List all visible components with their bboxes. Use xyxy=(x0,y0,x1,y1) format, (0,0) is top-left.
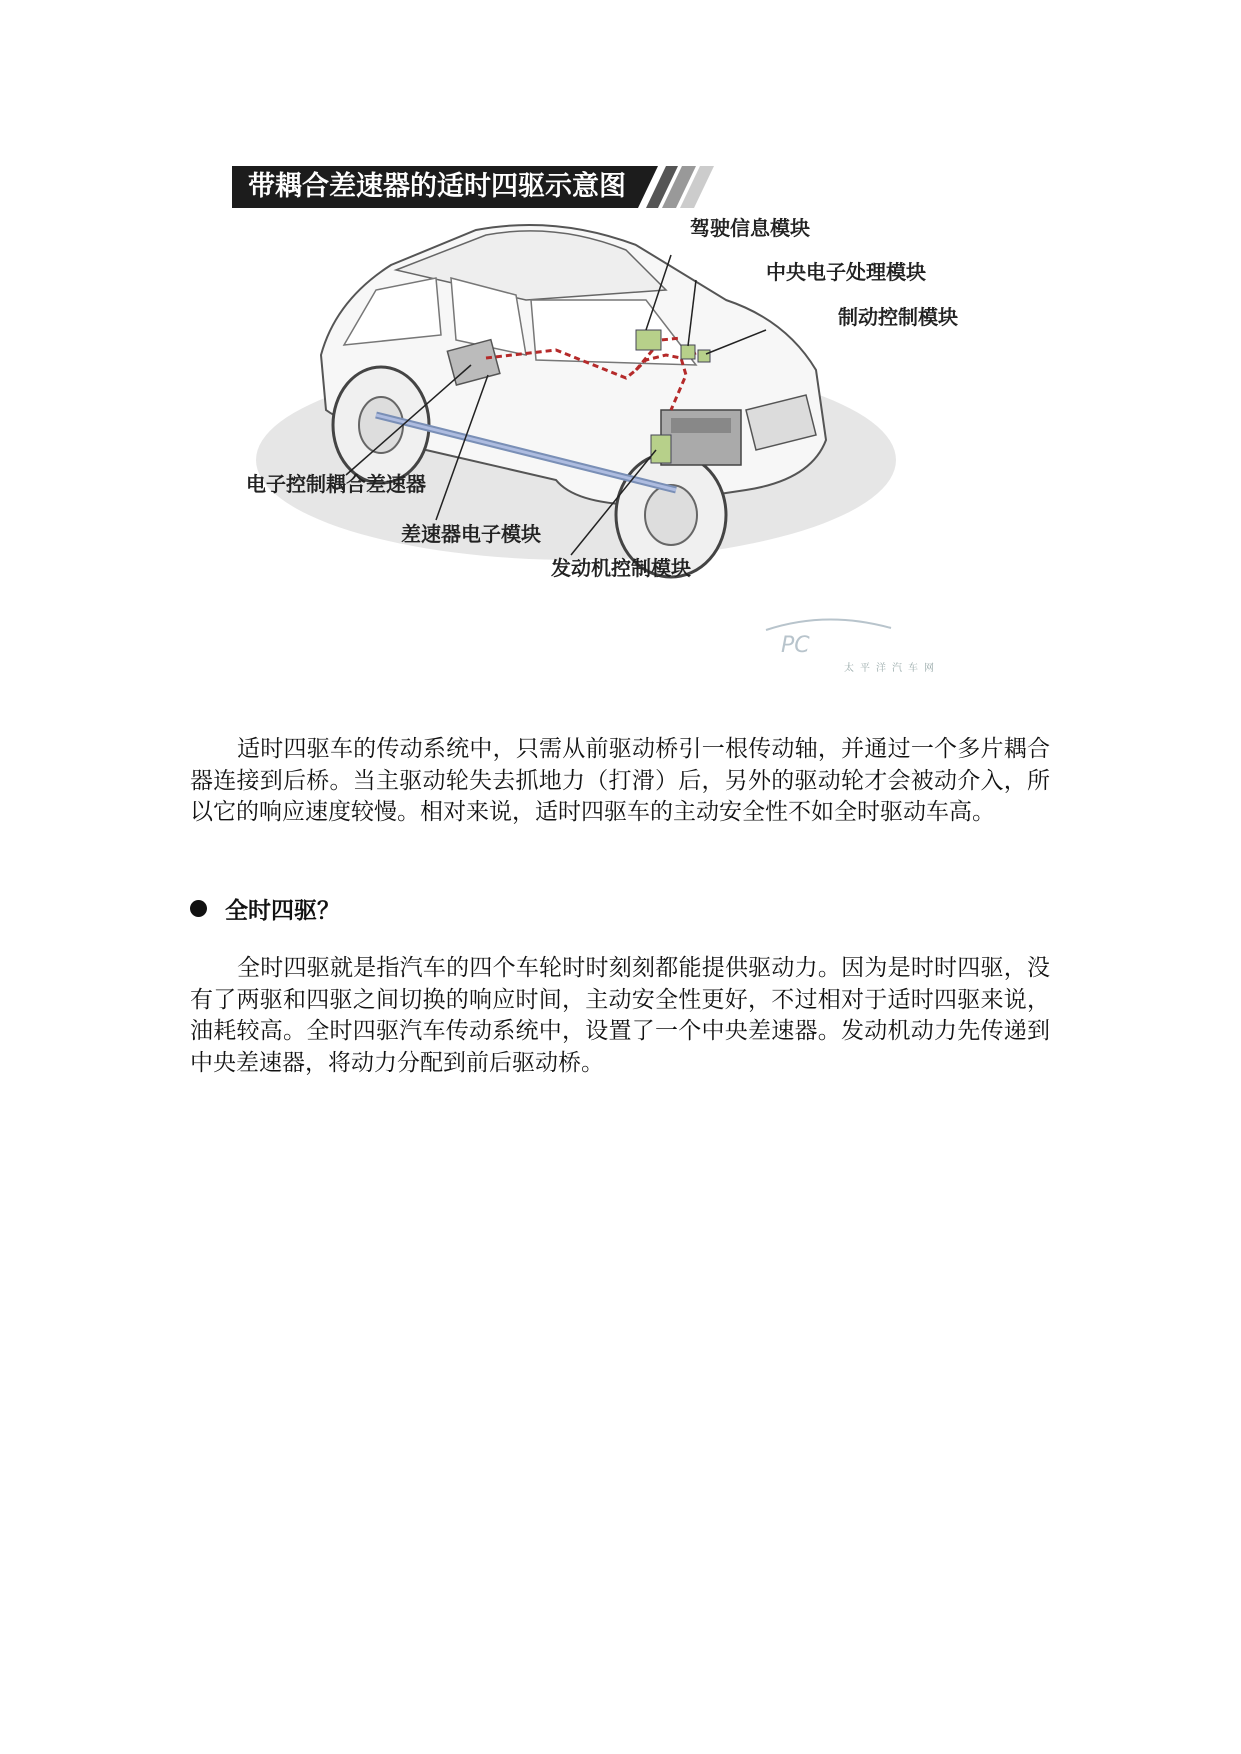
paragraph-on-demand-awd: 适时四驱车的传动系统中，只需从前驱动桥引一根传动轴，并通过一个多片耦合器连接到后桥。当主驱动轮失去抓地力（打滑）后，另外的驱动轮才会被动介入，所以它的响应速度较慢。相对来说，适时四驱车的主动安全性不如全时驱动车高。 xyxy=(190,736,1050,825)
svg-text:PC: PC xyxy=(781,633,810,658)
callout-differential-electronic-module: 差速器电子模块 xyxy=(401,522,541,546)
paragraph-full-time-awd: 全时四驱就是指汽车的四个车轮时时刻刻都能提供驱动力。因为是时时四驱，没有了两驱和四驱之间切换的响应时间，主动安全性更好，不过相对于适时四驱来说，油耗较高。全时四驱汽车传动系统中，设置了一个中央差速器。发动机动力先传递到中央差速器，将动力分配到前后驱动桥。 xyxy=(190,955,1050,1076)
callout-engine-control-module: 发动机控制模块 xyxy=(551,556,691,580)
callout-coupling-differential: 电子控制耦合差速器 xyxy=(246,472,426,496)
section-heading xyxy=(190,892,340,925)
callout-central-electronic-module: 中央电子处理模块 xyxy=(766,260,926,284)
car-drivetrain-illustration xyxy=(226,160,1016,680)
watermark-text: 太平洋汽车网 xyxy=(844,663,940,674)
figure-title: 带耦合差速器的适时四驱示意图 xyxy=(248,171,626,202)
section-heading-text: 全时四驱？ xyxy=(225,898,340,924)
awd-diagram-figure xyxy=(226,160,1016,680)
bullet-icon xyxy=(190,900,207,917)
callout-brake-control-module: 制动控制模块 xyxy=(838,305,958,329)
callout-driving-info-module: 驾驶信息模块 xyxy=(690,216,810,240)
